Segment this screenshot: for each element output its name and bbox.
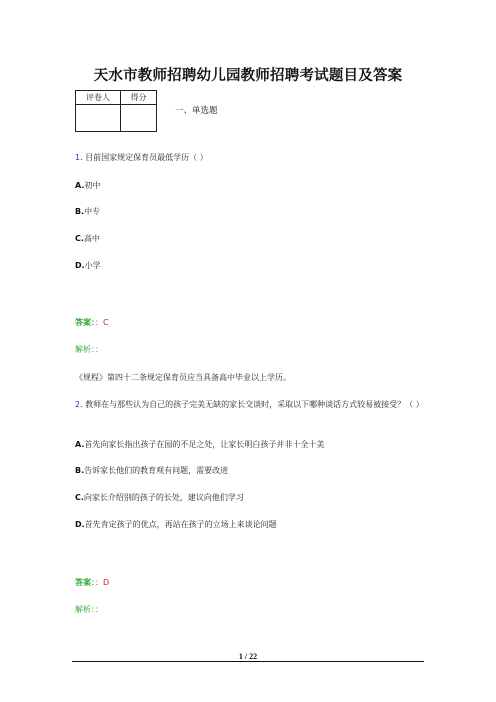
option-text: 中专	[84, 207, 101, 216]
analysis-1	[75, 344, 103, 355]
option-c	[75, 492, 244, 503]
option-d	[75, 260, 101, 271]
analysis-2	[75, 604, 103, 615]
option-letter: D.	[75, 261, 85, 270]
option-text: 高中	[83, 234, 100, 243]
score-table-score-cell	[121, 105, 157, 132]
option-text: 首先向家长指出孩子在园的不足之处，让家长明白孩子并非十全十美	[84, 440, 325, 449]
section-heading: 一、单选题	[175, 106, 218, 116]
question-number: 1	[75, 153, 81, 162]
explanation-1: 《规程》第四十二条规定保育员应当具备高中毕业以上学历。	[75, 373, 291, 382]
answer-label: 答案：	[75, 318, 95, 327]
option-c	[75, 233, 100, 244]
answer-value: ：C	[95, 318, 109, 327]
analysis-value: ：	[95, 605, 103, 614]
answer-1	[75, 317, 109, 328]
option-letter: A.	[75, 181, 85, 190]
question-2	[75, 399, 431, 410]
footer-divider	[72, 661, 424, 662]
option-letter: C.	[75, 493, 84, 502]
option-letter: B.	[75, 466, 85, 475]
question-number: 2	[75, 400, 81, 409]
page-number: 1 / 22	[238, 652, 258, 661]
score-table-grader-header: 评卷人	[76, 91, 121, 105]
option-text: 初中	[84, 181, 101, 190]
option-letter: B.	[75, 207, 85, 216]
option-b	[75, 206, 100, 217]
option-d	[75, 519, 277, 530]
option-letter: A.	[75, 440, 85, 449]
score-table-grader-cell	[76, 105, 121, 132]
document-title: 天水市教师招聘幼儿园教师招聘考试题目及答案	[93, 68, 403, 84]
score-table	[75, 90, 157, 132]
analysis-value: ：	[95, 345, 103, 354]
analysis-label: 解析：	[75, 605, 95, 614]
analysis-label: 解析：	[75, 345, 95, 354]
question-1	[75, 152, 208, 163]
option-a	[75, 439, 324, 450]
option-text: 告诉家长他们的教育观有问题，需要改进	[84, 466, 229, 475]
answer-label: 答案：	[75, 578, 95, 587]
answer-value: ：D	[95, 578, 110, 587]
option-text: 向家长介绍别的孩子的长处，建议向他们学习	[83, 493, 244, 502]
question-text: . 目前国家规定保育员最低学历（ ）	[80, 153, 208, 162]
option-letter: C.	[75, 234, 84, 243]
option-a	[75, 180, 100, 191]
option-b	[75, 465, 228, 476]
option-text: 首先肯定孩子的优点，再站在孩子的立场上来谈论问题	[84, 520, 277, 529]
answer-2	[75, 577, 109, 588]
score-table-score-header: 得分	[121, 91, 157, 105]
option-text: 小学	[84, 261, 101, 270]
question-text: . 教师在与那些认为自己的孩子完美无缺的家长交谈时，采取以下哪种谈话方式较易被接受？（ ）	[80, 400, 424, 409]
option-letter: D.	[75, 520, 85, 529]
